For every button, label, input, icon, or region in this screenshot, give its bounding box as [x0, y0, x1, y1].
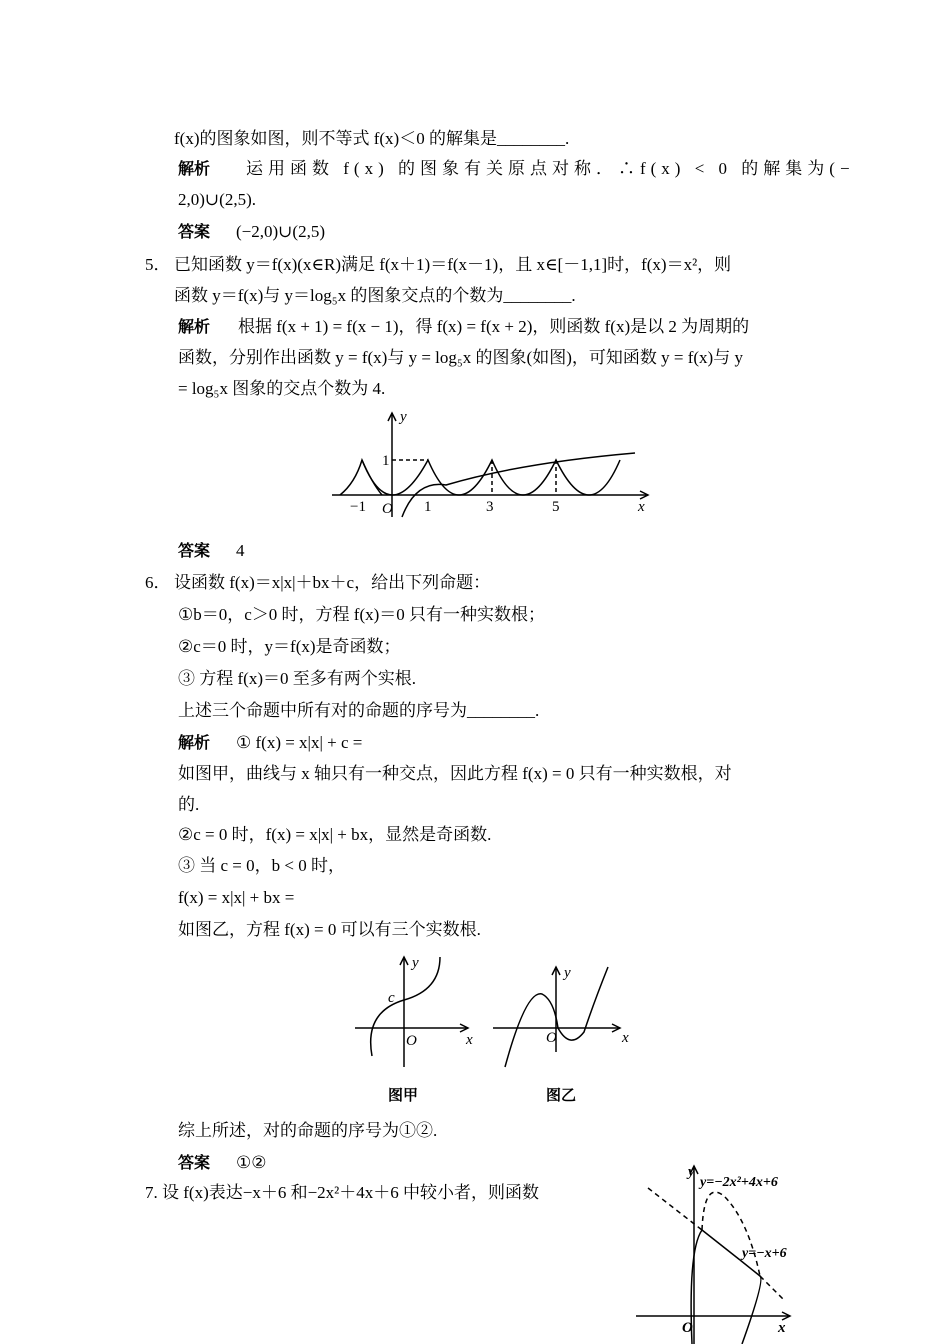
q6-question-line: 设函数 f(x)＝x|x|＋bx＋c，给出下列命题：: [174, 573, 491, 592]
q5-question-line-1: 已知函数 y＝f(x)(x∈R)满足 f(x＋1)＝f(x－1)，且 x∈[－1,1]时，f(x)＝x²，则: [174, 255, 732, 274]
q5-x-label: x: [638, 499, 645, 515]
q6-analysis-line-2: 如图甲，曲线与 x 轴只有一种交点，因此方程 f(x) = 0 只有一种实数根，对: [178, 764, 732, 783]
q5-x-tick: 1: [424, 499, 432, 515]
q7-line-label: y=−x+6: [742, 1246, 787, 1261]
q6-item-1: ①b＝0，c＞0 时，方程 f(x)＝0 只有一种实数根；: [178, 605, 546, 624]
q6-answer: ①②: [236, 1153, 267, 1172]
q6-analysis-line-7: 如图乙，方程 f(x) = 0 可以有三个实数根.: [178, 920, 481, 939]
q6b-x-label: x: [622, 1030, 629, 1046]
q6-figure-b: [490, 962, 640, 1112]
q6a-c-label: c: [388, 990, 395, 1006]
q4-analysis-line-2: 2,0)∪(2,5).: [178, 190, 256, 209]
q7-figure: [630, 1160, 810, 1344]
q6-summary: 综上所述，对的命题的序号为①②.: [178, 1121, 438, 1140]
q5-number: 5．: [145, 255, 171, 274]
q5-analysis-line-1: 根据 f(x + 1) = f(x − 1)，得 f(x) = f(x + 2)，则函数 f(x)是以 2 为周期的: [238, 317, 750, 336]
q6-analysis-line-6: f(x) = x|x| + bx =: [178, 888, 295, 907]
q4-answer: (−2,0)∪(2,5): [236, 222, 325, 241]
q6b-caption: 图乙: [546, 1088, 577, 1104]
q6a-origin-label: O: [406, 1033, 417, 1049]
q6a-y-label: y: [412, 955, 419, 971]
q6-analysis-label: 解析: [178, 733, 211, 752]
q6b-y-label: y: [564, 965, 571, 981]
q6-analysis-line-3: 的.: [178, 795, 200, 814]
q6-answer-label: 答案: [178, 1153, 211, 1172]
q6-analysis-line-5: ③ 当 c = 0，b < 0 时，: [178, 856, 345, 875]
q4-question-line: f(x)的图象如图，则不等式 f(x)＜0 的解集是________.: [174, 129, 570, 148]
q6-figure-a: [350, 952, 485, 1112]
q7-parabola-label: y=−2x²+4x+6: [700, 1175, 778, 1190]
q5-x-tick: 5: [552, 499, 560, 515]
q4-analysis-label: 解析: [178, 159, 211, 178]
q5-analysis-line-2: 函数，分别作出函数 y = f(x)与 y = log₅x 的图象(如图)，可知函数 y = f(x)与 y: [178, 348, 743, 367]
q5-x-tick: −1: [350, 499, 366, 515]
q6a-caption: 图甲: [388, 1088, 419, 1104]
q6b-origin-label: O: [546, 1030, 557, 1046]
q5-question-line-2: 函数 y＝f(x)与 y＝log₅x 的图象交点的个数为________.: [174, 286, 576, 305]
q6-number: 6．: [145, 573, 171, 592]
q5-x-tick: 3: [486, 499, 494, 515]
q5-answer: 4: [236, 541, 245, 560]
q7-origin-label: O: [682, 1320, 693, 1336]
q5-analysis-line-3: = log₅x 图象的交点个数为 4.: [178, 379, 386, 398]
q6-analysis-line-4: ②c = 0 时，f(x) = x|x| + bx，显然是奇函数.: [178, 825, 492, 844]
q5-origin-label: O: [382, 501, 393, 517]
q7-y-label: y: [688, 1164, 695, 1180]
q4-analysis-line-1: 运用函数 f(x) 的图象有关原点对称．∴f(x) < 0 的解集为(−: [246, 159, 855, 178]
q7-question-line: 7. 设 f(x)表达−x＋6 和−2x²＋4x＋6 中较小者，则函数: [145, 1183, 540, 1202]
q5-figure: [320, 405, 660, 520]
q6-question-prompt: 上述三个命题中所有对的命题的序号为________.: [178, 701, 540, 720]
q7-x-label: x: [778, 1320, 786, 1336]
q5-analysis-label: 解析: [178, 317, 211, 336]
q6a-x-label: x: [466, 1032, 473, 1048]
q6-analysis-line-1: ① f(x) = x|x| + c =: [236, 733, 363, 752]
q5-y-label: y: [400, 409, 407, 425]
q6-item-2: ②c＝0 时，y＝f(x)是奇函数；: [178, 637, 401, 656]
q5-answer-label: 答案: [178, 541, 211, 560]
q4-answer-label: 答案: [178, 222, 211, 241]
q6-item-3: ③ 方程 f(x)＝0 至多有两个实根.: [178, 669, 416, 688]
q5-y-tick-1: 1: [382, 453, 390, 469]
